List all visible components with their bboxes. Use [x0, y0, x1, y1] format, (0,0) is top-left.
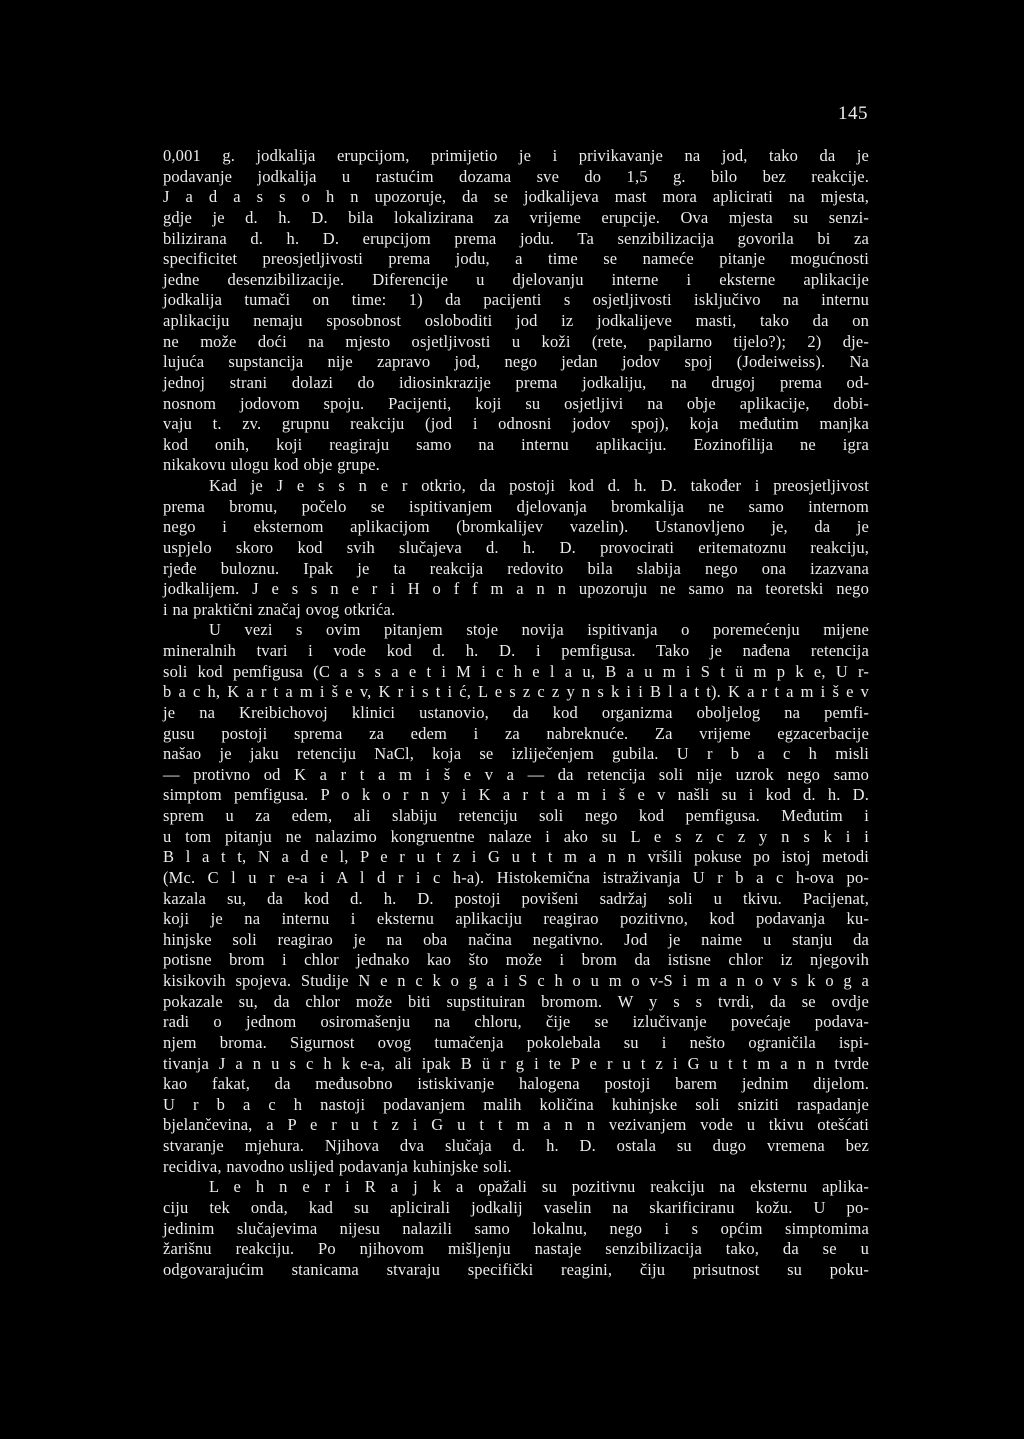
text-line: nikakovu ulogu kod obje grupe.	[163, 455, 380, 475]
text-line: ciju tek onda, kad su aplicirali jodkalij vaselin na skarificiranu kožu. U po-	[163, 1197, 869, 1217]
text-line: soli kod pemfigusa (C a s s a e t i M i c h e l a u, B a u m i S t ü m p k e, U r-	[163, 661, 869, 681]
text-line: b a c h, K a r t a m i š e v, K r i s t i ć, L e s z c z y n s k i i B l a t t). K a r t a m i š e v	[163, 682, 869, 702]
text-line: gusu postoji sprema za edem i za nabreknuće. Za vrijeme egzacerbacije	[163, 723, 869, 743]
text-line: kazala su, da kod d. h. D. postoji povišeni sadržaj soli u tkivu. Pacijenat,	[163, 888, 869, 908]
text-line: jodkalija tumači on time: 1) da pacijenti s osjetljivosti isključivo na internu	[163, 290, 869, 310]
text-line: ne može doći na mjesto osjetljivosti u koži (rete, papilarno tijelo?); 2) dje-	[163, 331, 869, 351]
text-line: je na Kreibichovoj klinici ustanovio, da kod organizma oboljelog na pemfi-	[163, 702, 869, 722]
text-line: U vezi s ovim pitanjem stoje novija ispitivanja o poremećenju mijene	[209, 620, 869, 640]
text-line: tivanja J a n u s c h k e-a, ali ipak B ü r g i te P e r u t z i G u t t m a n n tvrde	[163, 1053, 869, 1073]
text-line: rjeđe buloznu. Ipak je ta reakcija redovito bila slabija nego ona izazvana	[163, 558, 869, 578]
text-line: nego i eksternom aplikacijom (bromkalijev vazelin). Ustanovljeno je, da je	[163, 517, 869, 537]
text-line: radi o jednom osiromašenju na chloru, čije se izlučivanje povećaje podava-	[163, 1012, 869, 1032]
text-line: i na praktični značaj ovog otkrića.	[163, 599, 396, 619]
text-line: U r b a c h nastoji podavanjem malih količina kuhinjske soli sniziti raspadanje	[163, 1094, 869, 1114]
text-line: stvaranje mjehura. Njihova dva slučaja d. h. D. ostala su dugo vremena bez	[163, 1136, 869, 1155]
text-line: odgovarajućim stanicama stvaraju specifički reagini, čiju prisutnost su poku-	[163, 1259, 869, 1279]
text-line: mineralnih tvari i vode kod d. h. D. i pemfigusa. Tako je nađena retencija	[163, 641, 869, 660]
text-line: našao je jaku retenciju NaCl, koja se izliječenjem gubila. U r b a c h misli	[163, 744, 869, 764]
text-line: 0,001 g. jodkalija erupcijom, primijetio je i privikavanje na jod, tako da je	[163, 146, 869, 165]
text-line: koji je na internu i eksternu aplikaciju reagirao pozitivno, kod podavanja ku-	[163, 909, 869, 929]
text-line: prema bromu, počelo se ispitivanjem djelovanja bromkalija ne samo internom	[163, 496, 869, 516]
text-line: simptom pemfigusa. P o k o r n y i K a r t a m i š e v našli su i kod d. h. D.	[163, 785, 869, 805]
page-number: 145	[838, 103, 868, 124]
text-line: kao fakat, da međusobno istiskivanje halogena postoji barem jednim dijelom.	[163, 1074, 869, 1094]
text-line: jedne desenzibilizacije. Diferencije u djelovanju interne i eksterne aplikacije	[163, 269, 869, 289]
text-line: u tom pitanju ne nalazimo kongruentne nalaze i ako su L e s z c z y n s k i i	[163, 826, 869, 846]
text-line: aplikaciju nemaju sposobnost osloboditi jod iz jodkalijeve masti, tako da on	[163, 311, 869, 330]
text-line: recidiva, navodno uslijed podavanja kuhinjske soli.	[163, 1156, 512, 1176]
text-line: hinjske soli reagirao je na oba načina negativno. Jod je naime u stanju da	[163, 929, 869, 949]
text-line: njem broma. Sigurnost ovog tumačenja pokolebala su i nešto ograničila ispi-	[163, 1032, 869, 1052]
text-line: L e h n e r i R a j k a opažali su pozitivnu reakciju na eksternu aplika-	[209, 1177, 869, 1197]
text-line: podavanje jodkalija u rastućim dozama sve do 1,5 g. bilo bez reakcije.	[163, 166, 869, 186]
text-line: specificitet preosjetljivosti prema jodu, a time se nameće pitanje mogućnosti	[163, 249, 869, 269]
text-line: gdje je d. h. D. bila lokalizirana za vrijeme erupcije. Ova mjesta su senzi-	[163, 207, 869, 227]
text-line: bjelančevina, a P e r u t z i G u t t m a n n vezivanjem vode u tkivu otešćati	[163, 1115, 869, 1135]
text-line: lujuća supstancija nije zapravo jod, nego jedan jodov spoj (Jodeiweiss). Na	[163, 352, 869, 372]
text-line: B l a t t, N a d e l, P e r u t z i G u t t m a n n vršili pokuse po istoj metodi	[163, 847, 869, 867]
text-line: vaju t. zv. grupnu reakciju (jod i odnosni jodov spoj), koja međutim manjka	[163, 414, 869, 434]
text-line: kisikovih spojeva. Studije N e n c k o g a i S c h o u m o v-S i m a n o v s k o g a	[163, 971, 869, 990]
text-line: nosnom jodovom spoju. Pacijenti, koji su osjetljivi na obje aplikacije, dobi-	[163, 393, 869, 413]
text-line: jodkalijem. J e s s n e r i H o f f m a n n upozoruju ne samo na teoretski nego	[163, 579, 869, 599]
text-line: uspjelo skoro kod svih slučajeva d. h. D. provocirati eritematoznu reakciju,	[163, 537, 869, 557]
text-line: J a d a s s o h n upozoruje, da se jodkalijeva mast mora aplicirati na mjesta,	[163, 187, 869, 207]
text-line: kod onih, koji reagiraju samo na internu aplikaciju. Eozinofilija ne igra	[163, 434, 869, 454]
text-line: žarišnu reakciju. Po njihovom mišljenju nastaje senzibilizacija tako, da se u	[163, 1239, 869, 1259]
text-line: potisne brom i chlor jednako kao što može i brom da istisne chlor iz njegovih	[163, 950, 869, 970]
text-line: sprem u za edem, ali slabiju retenciju soli nego kod pemfigusa. Međutim i	[163, 806, 869, 825]
text-line: Kad je J e s s n e r otkrio, da postoji kod d. h. D. također i preosjetljivost	[209, 476, 869, 495]
body-text	[163, 146, 869, 1280]
text-line: pokazale su, da chlor može biti supstituiran bromom. W y s s tvrdi, da se ovdje	[163, 991, 869, 1011]
text-line: bilizirana d. h. D. erupcijom prema jodu. Ta senzibilizacija govorila bi za	[163, 228, 869, 248]
text-line: — protivno od K a r t a m i š e v a — da retencija soli nije uzrok nego samo	[163, 764, 869, 784]
text-line: jednoj strani dolazi do idiosinkrazije prema jodkaliju, na drugoj prema od-	[163, 372, 869, 392]
text-line: (Mc. C l u r e-a i A l d r i c h-a). Histokemična istraživanja U r b a c h-ova po-	[163, 867, 869, 887]
text-line: jedinim slučajevima nijesu nalazili samo lokalnu, nego i s općim simptomima	[163, 1218, 869, 1238]
